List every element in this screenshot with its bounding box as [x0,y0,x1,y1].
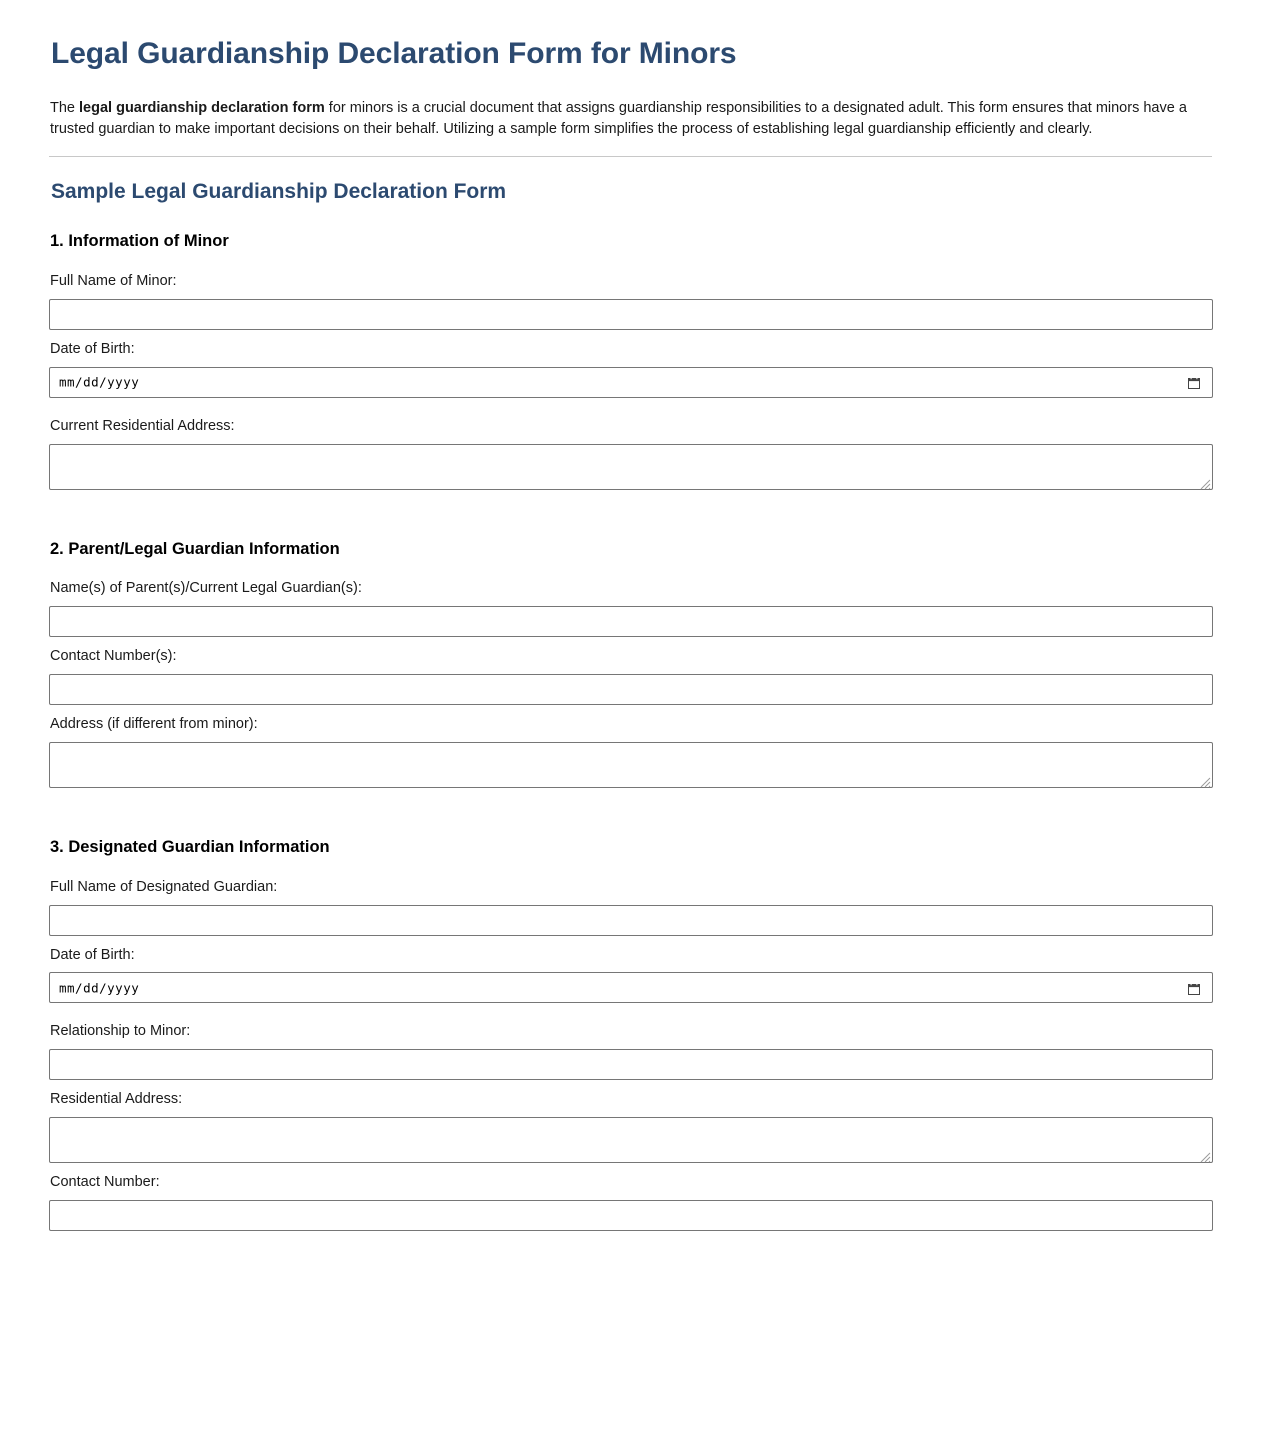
guardian-residential-address-textarea[interactable] [49,1117,1213,1163]
relationship-to-minor-input[interactable] [49,1049,1213,1080]
intro-bold-term: legal guardianship declaration form [79,100,325,116]
date-input-wrapper [49,367,1213,398]
spacer [49,1013,1213,1022]
field-relationship-to-minor [49,1022,1213,1080]
field-label: Full Name of Designated Guardian: [50,878,278,895]
section-parent-legal-guardian-information [49,540,1213,788]
textarea-wrapper [49,742,1213,788]
textarea-wrapper [49,444,1213,490]
page-title: Legal Guardianship Declaration Form for Minors [51,37,737,70]
field-label: Contact Number: [50,1174,160,1191]
parent-contact-numbers-input[interactable] [49,674,1213,705]
full-name-of-minor-input[interactable] [49,299,1213,330]
section-spacer [49,500,1213,540]
intro-rest: for minors is a crucial document that assigns guardianship responsibilities to a designated adult. This form ensures that minors have a trusted guardian to make important decisions on their behalf. Utilizing a sample form simplifies the process of establishing legal guardianship efficiently and clearly. [50,100,1187,138]
field-parent-contact-numbers [49,647,1213,705]
minor-date-of-birth-input[interactable] [49,367,1213,398]
field-designated-guardian-name [49,878,1213,936]
field-label: Date of Birth: [50,340,135,357]
date-input-wrapper [49,972,1213,1003]
date-placeholder-text: mm/dd/yyyy [59,980,140,996]
current-residential-address-textarea[interactable] [49,444,1213,490]
field-label: Residential Address: [50,1091,183,1108]
field-designated-guardian-dob [49,946,1213,1004]
field-guardian-contact-number [49,1173,1213,1231]
field-parent-names [49,579,1213,637]
designated-guardian-name-input[interactable] [49,905,1213,936]
field-label: Name(s) of Parent(s)/Current Legal Guardian(s): [50,580,362,597]
date-placeholder-text: mm/dd/yyyy [59,374,140,390]
section-heading: 3. Designated Guardian Information [50,837,330,856]
section-spacer [49,798,1213,838]
field-full-name-of-minor [49,272,1213,330]
field-date-of-birth-minor [49,340,1213,398]
section-heading: 1. Information of Minor [50,232,229,251]
parent-address-textarea[interactable] [49,742,1213,788]
intro-lead: The [50,100,80,116]
intro-paragraph [50,98,1213,140]
parent-names-input[interactable] [49,606,1213,637]
field-label: Date of Birth: [50,946,135,963]
section-heading: 2. Parent/Legal Guardian Information [50,539,340,558]
section-designated-guardian-information [49,838,1213,1231]
textarea-wrapper [49,1117,1213,1163]
field-label: Address (if different from minor): [50,716,258,733]
field-guardian-residential-address [49,1090,1213,1163]
guardian-contact-number-input[interactable] [49,1200,1213,1231]
field-label: Current Residential Address: [50,417,235,434]
field-label: Relationship to Minor: [50,1023,191,1040]
field-label: Contact Number(s): [50,648,177,665]
field-current-residential-address [49,417,1213,490]
field-parent-address [49,715,1213,788]
form-title: Sample Legal Guardianship Declaration Form [51,180,507,204]
designated-guardian-date-of-birth-input[interactable] [49,972,1213,1003]
spacer [49,408,1213,417]
field-label: Full Name of Minor: [50,273,177,290]
section-information-of-minor [49,232,1213,489]
header-divider [49,156,1212,157]
